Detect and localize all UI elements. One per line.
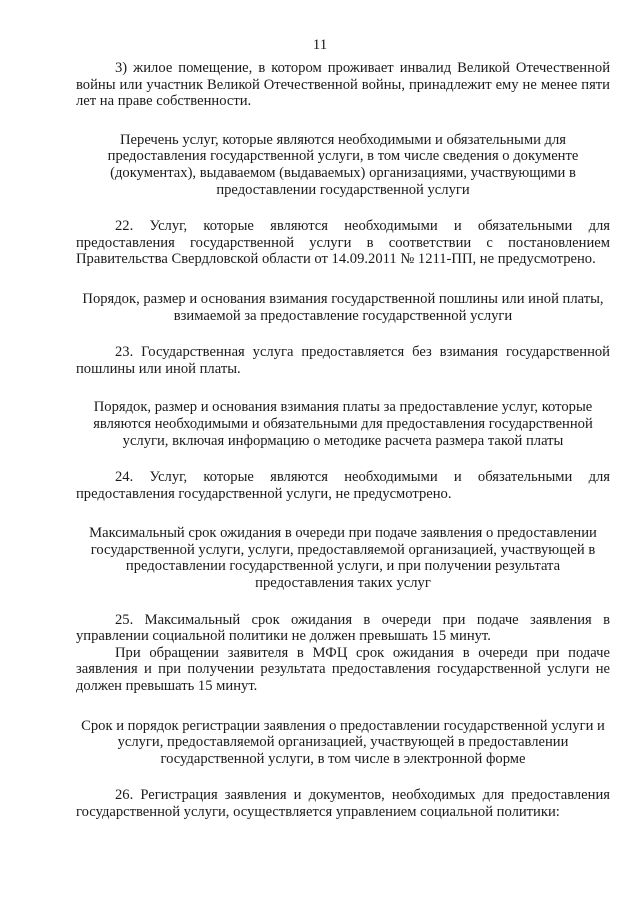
paragraph-item-3-dwelling: 3) жилое помещение, в котором проживает инвалид Великой Отечественной войны или участник Великой Отечественной войны, принадлежит ему не менее пяти лет на праве собственности.	[76, 60, 610, 110]
paragraph-23: 23. Государственная услуга предоставляется без взимания государственной пошлины или иной платы.	[76, 344, 610, 377]
paragraph-25: 25. Максимальный срок ожидания в очереди при подаче заявления в управлении социальной политики не должен превышать 15 минут.	[76, 611, 610, 645]
section-heading-state-fee: Порядок, размер и основания взимания государственной пошлины или иной платы, взимаемой за предоставление государственной услуги	[82, 290, 604, 324]
paragraph-24: 24. Услуг, которые являются необходимыми и обязательными для предоставления государственной услуги, не предусмотрено.	[76, 469, 610, 502]
section-heading-registration: Срок и порядок регистрации заявления о предоставлении государственной услуги и услуги, предоставляемой организацией, участвующей в предоставлении государственной услуги, в том числе в электронной форме	[81, 717, 605, 767]
section-heading-max-waiting-time: Максимальный срок ожидания в очереди при подаче заявления о предоставлении государственной услуги, услуги, предоставляемой организацией, участвующей в предоставлении государственной услуги, и при получении результата предоставления таких услуг	[89, 525, 597, 592]
paragraph-26: 26. Регистрация заявления и документов, необходимых для предоставления государственной услуги, осуществляется управлением социальной политики:	[76, 787, 610, 820]
paragraph-22: 22. Услуг, которые являются необходимыми и обязательными для предоставления государственной услуги в соответствии с постановлением Правительства Свердловской области от 14.09.2011 № 1211-ПП, не предусмотрено.	[76, 218, 610, 268]
section-heading-required-services: Перечень услуг, которые являются необходимыми и обязательными для предоставления государственной услуги, в том числе сведения о документе (документах), выдаваемом (выдаваемых) организациями, участвующими в предоставлении государственной услуги	[107, 131, 579, 198]
paragraph-25-mfc: При обращении заявителя в МФЦ срок ожидания в очереди при подаче заявления и при получении результата предоставления государственной услуги не должен превышать 15 минут.	[76, 644, 610, 695]
section-heading-fee-for-required-services: Порядок, размер и основания взимания платы за предоставление услуг, которые являются необходимыми и обязательными для предоставления государственной услуги, включая информацию о методике расчета размера такой платы	[93, 399, 593, 449]
page-number: 11	[312, 37, 328, 53]
document-body	[76, 60, 610, 821]
